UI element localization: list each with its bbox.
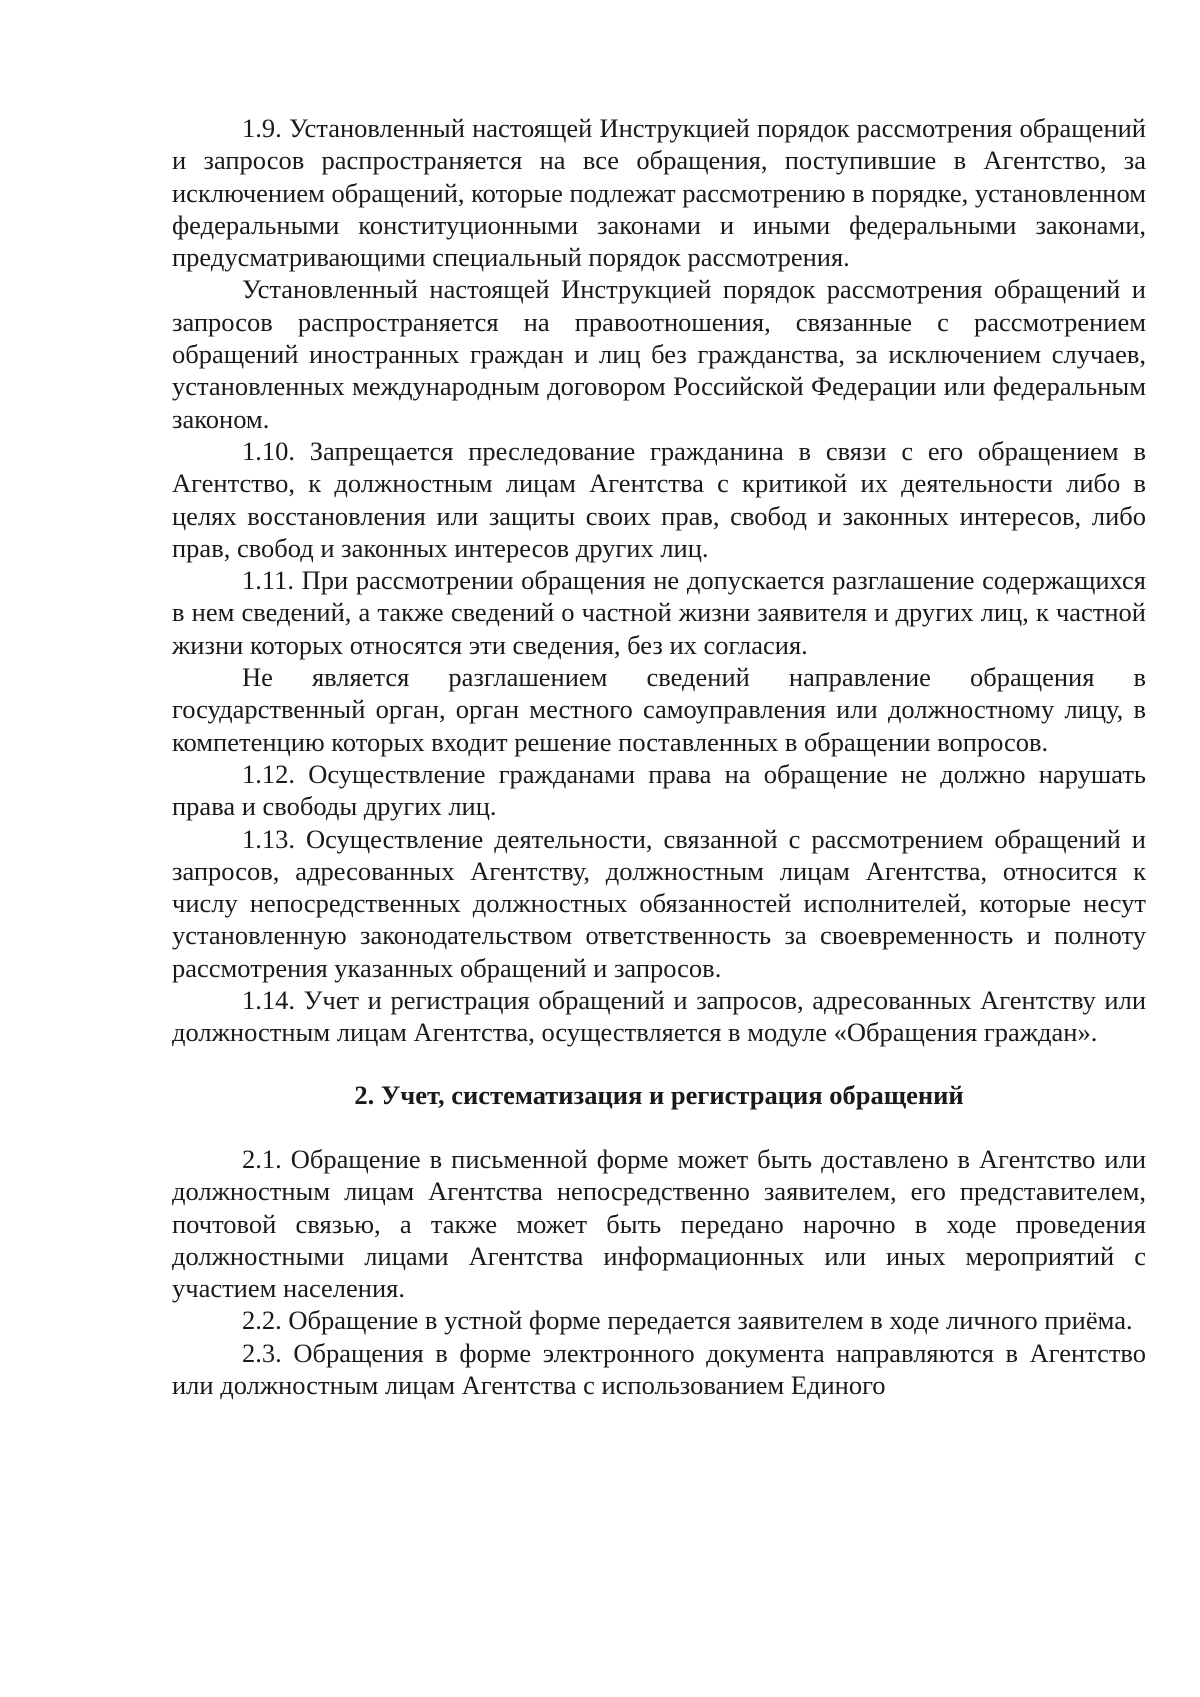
paragraph-1-12: 1.12. Осуществление гражданами права на обращение не должно нарушать права и свободы других лиц.	[172, 758, 1146, 822]
paragraph-1-14: 1.14. Учет и регистрация обращений и запросов, адресованных Агентству или должностным лицам Агентства, осуществляется в модуле «Обращения граждан».	[172, 985, 1146, 1048]
paragraph-1-11-continued: Не является разглашением сведений направление обращения в государственный орган, орган местного самоуправления или должностному лицу, в компетенцию которых входит решение поставленных в обращении вопросов.	[172, 662, 1146, 757]
paragraph-1-11: 1.11. При рассмотрении обращения не допускается разглашение содержащихся в нем сведений, а также сведений о частной жизни заявителя и других лиц, к частной жизни которых относятся эти сведения, без их согласия.	[172, 565, 1146, 660]
paragraph-2-2: 2.2. Обращение в устной форме передается заявителем в ходе личного приёма.	[242, 1305, 1133, 1336]
paragraph-2-1: 2.1. Обращение в письменной форме может быть доставлено в Агентство или должностным лицам Агентства непосредственно заявителем, его представителем, почтовой связью, а также может быть передано нарочно в ходе проведения должностными лицами Агентства информационных или иных мероприятий с участием населения.	[172, 1143, 1146, 1304]
paragraph-1-9-continued: Установленный настоящей Инструкцией порядок рассмотрения обращений и запросов распространяется на правоотношения, связанные с рассмотрением обращений иностранных граждан и лиц без гражданства, за исключением случаев, установленных международным договором Российской Федерации или федеральным законом.	[172, 274, 1146, 434]
paragraph-2-3: 2.3. Обращения в форме электронного документа направляются в Агентство или должностным лицам Агентства с использованием Единого	[172, 1337, 1146, 1400]
paragraph-1-9: 1.9. Установленный настоящей Инструкцией порядок рассмотрения обращений и запросов распространяется на все обращения, поступившие в Агентство, за исключением обращений, которые подлежат рассмотрению в порядке, установленном федеральными конституционными законами и иными федеральными законами, предусматривающими специальный порядок рассмотрения.	[172, 113, 1146, 273]
paragraph-1-13: 1.13. Осуществление деятельности, связанной с рассмотрением обращений и запросов, адресованных Агентству, должностным лицам Агентства, относится к числу непосредственных должностных обязанностей исполнителей, которые несут установленную законодательством ответственность за своевременность и полноту рассмотрения указанных обращений и запросов.	[172, 823, 1146, 983]
document-page	[172, 112, 1146, 1401]
section-2-heading: 2. Учет, систематизация и регистрация обращений	[354, 1079, 964, 1110]
paragraph-1-10: 1.10. Запрещается преследование гражданина в связи с его обращением в Агентство, к должностным лицам Агентства с критикой их деятельности либо в целях восстановления или защиты своих прав, свобод и законных интересов, либо прав, свобод и законных интересов других лиц.	[172, 435, 1146, 563]
